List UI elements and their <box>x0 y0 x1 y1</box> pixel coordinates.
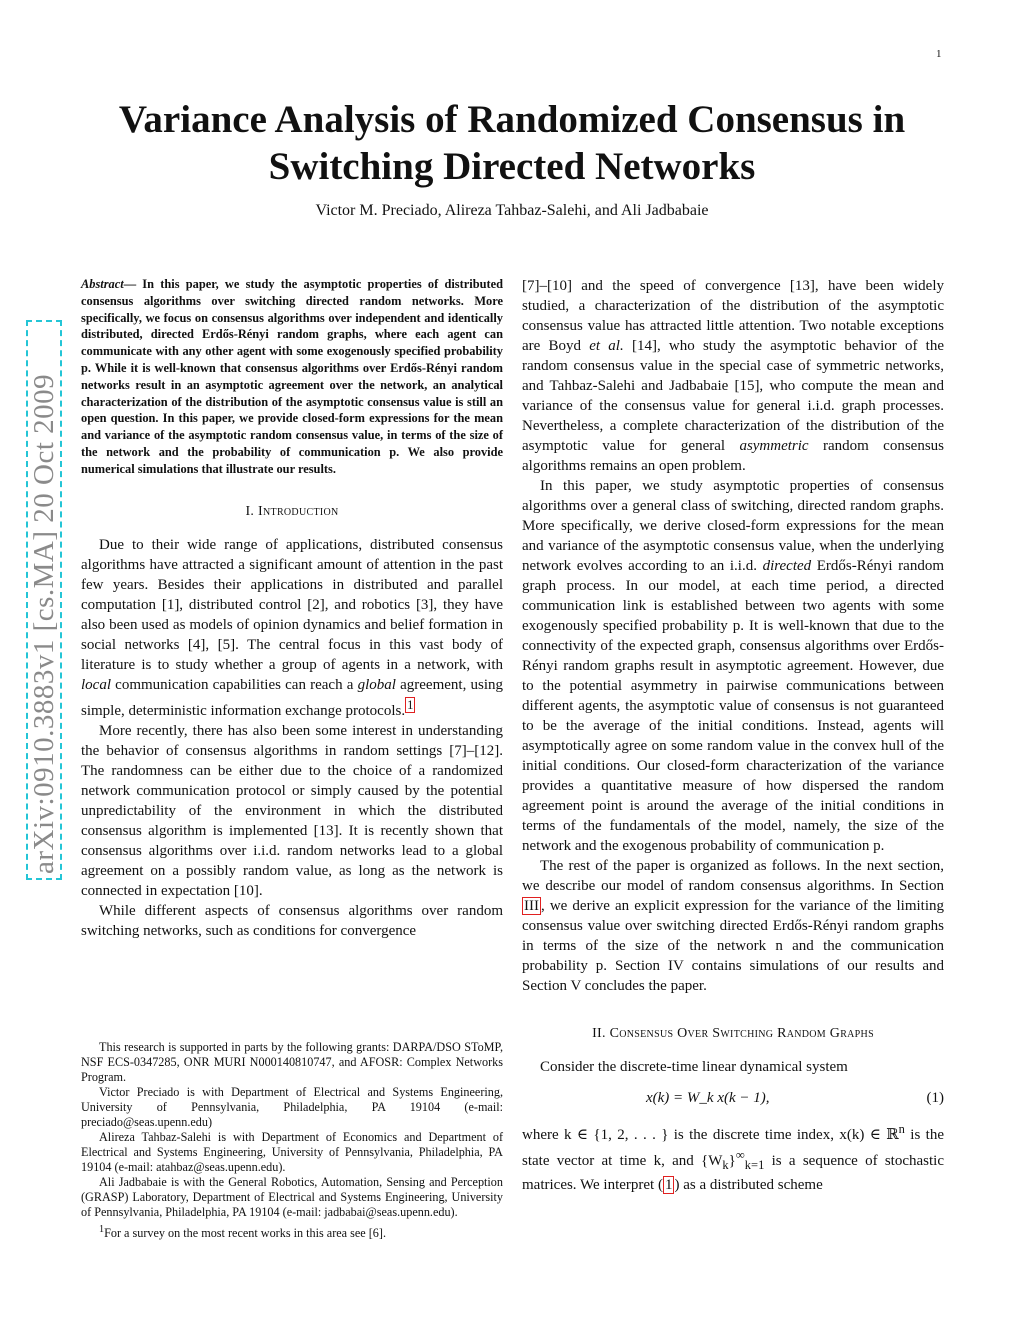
intro-paragraph-1 <box>81 535 503 721</box>
emphasis-etal: et al. <box>589 338 624 354</box>
emphasis-global: global <box>357 676 396 693</box>
text-run: Due to their wide range of applications, distributed consensus algorithms have attracted a significant amount of attention in the past few years. Besides their applications in distributed and parallel computation [1], distributed control [2], and robotics [3], they have also been used as models of opinion dynamics and belief formation in social networks [4], [5]. The central focus in this vast body of literature is to study whether a group of agents in a network, with <box>81 536 503 673</box>
footnote-support: This research is supported in parts by the following grants: DARPA/DSO SToMP, NSF ECS-0347285, ONR MURI N000140810747, and AFOSR: Complex Networks Program. <box>81 1040 503 1084</box>
arxiv-stamp[interactable]: arXiv:0910.3883v1 [cs.MA] 20 Oct 2009 <box>26 320 62 880</box>
section-heading-introduction <box>81 502 503 522</box>
equation-1 <box>522 1083 944 1113</box>
text-run: agreement, using simple, deterministic information exchange protocols. <box>81 676 503 719</box>
intro-paragraph-outline <box>522 856 944 996</box>
section-number: II. <box>592 1026 606 1041</box>
superscript: n <box>898 1122 905 1136</box>
section-title: Consensus Over Switching Random Graphs <box>609 1026 874 1041</box>
emphasis-asymmetric: asymmetric <box>739 438 809 454</box>
text-run: } <box>728 1153 736 1169</box>
subscript: k <box>722 1158 729 1172</box>
section-title: Introduction <box>258 503 339 519</box>
text-run: The rest of the paper is organized as follows. In the next section, we describe our model of random consensus algorithms. In Section <box>522 858 944 894</box>
superscript: ∞ <box>735 1148 745 1162</box>
footnote-mark: 1 <box>99 1224 105 1235</box>
abstract-text: — In this paper, we study the asymptotic properties of distributed consensus algorithms over switching directed random networks. More specifically, we focus on consensus algorithms over independent and identically distributed, directed Erdős-Rényi random graphs, where each agent can communicate with any other agent with some exogenously specified probability p. While it is well-known that consensus algorithms over Erdős-Rényi random networks result in an asymptotic agreement over the network, an analytical characterization of the distribution of the asymptotic consensus value is still an open question. In this paper, we provide closed-form expressions for the mean and variance of the asymptotic random consensus value, in terms of the size of the network and the probability of communication p. We also provide numerical simulations that illustrate our results. <box>81 277 503 476</box>
section2-paragraph <box>522 1119 944 1195</box>
footnotes <box>81 1040 503 1241</box>
text-run: is a sequence of stochastic matrices. We interpret ( <box>522 1153 944 1193</box>
equation-number: (1) <box>926 1090 944 1106</box>
footnote-tahbaz: Alireza Tahbaz-Salehi is with Department of Economics and Department of Electrical and Systems Engineering, University of Pennsylvania, Philadelphia, PA 19104 (e-mail: atahbaz@seas.upenn.edu). <box>81 1130 503 1174</box>
footnote-preciado: Victor Preciado is with Department of Electrical and Systems Engineering, University of Pennsylvania, Philadelphia, PA 19104 (e-mail: preciado@seas.upenn.edu) <box>81 1085 503 1129</box>
text-run: is the state vector at time k, and {W <box>522 1127 944 1169</box>
emphasis-local: local <box>81 676 111 693</box>
text-run: , we derive an explicit expression for the variance of the limiting consensus value over switching directed Erdős-Rényi random graphs in terms of the size of the network n and the communication probability p. Section IV contains simulations of our results and Section V concludes the paper. <box>522 898 944 994</box>
abstract-label: Abstract <box>81 277 124 291</box>
text-run: In this paper, we study asymptotic properties of consensus algorithms over a general class of switching, directed random graphs. More specifically, we derive closed-form expressions for the mean and variance of the asymptotic consensus value, when the underlying network evolves according to an i.i.d. <box>522 478 944 574</box>
page-number: 1 <box>936 48 942 60</box>
section-number: I. <box>245 503 255 519</box>
text-run: [14], who study the asymptotic behavior of the random consensus value in the special case of symmetric networks, and Tahbaz-Salehi and Jadbabaie [15], who compute the mean and variance of the consensus value for general i.i.d. graph processes. Nevertheless, a complete characterization of the distribution of the asymptotic value for general <box>522 338 944 454</box>
text-run: [7]–[10] and the speed of convergence [13], have been widely studied, a characterization of the distribution of the asymptotic consensus value has attracted little attention. Two notable exceptions are Boyd <box>522 278 944 354</box>
equation-reference-link[interactable]: 1 <box>664 1177 673 1193</box>
intro-paragraph-3: While different aspects of consensus algorithms over random switching networks, such as conditions for convergence <box>81 902 503 939</box>
text-run: ) as a distributed scheme <box>674 1177 823 1193</box>
footnote-jadbabaie: Ali Jadbabaie is with the General Robotics, Automation, Sensing and Perception (GRASP) Laboratory, Department of Electrical and Systems Engineering, University of Pennsylvania, Philadelphia, PA 19104 (e-mail: jadbabai@seas.upenn.edu). <box>81 1175 503 1219</box>
intro-paragraph-2: More recently, there has also been some interest in understanding the behavior of consensus algorithms in random settings [7]–[12]. The randomness can be either due to the choice of a randomized network communication protocol or simply caused by the potential unpredictability of the environment in which the distributed consensus algorithm is implemented [13]. It is recently shown that consensus algorithms over i.i.d. random networks lead to a global agreement on a possibly random value, as long as the network is connected in expectation [10]. <box>81 722 503 899</box>
intro-continued-paragraph <box>522 276 944 476</box>
section2-intro: Consider the discrete-time linear dynamical system <box>540 1059 848 1075</box>
text-run: where k ∈ {1, 2, . . . } is the discrete time index, x(k) ∈ ℝ <box>522 1127 899 1143</box>
section-heading-consensus <box>522 1024 944 1044</box>
left-column <box>81 276 503 941</box>
text-run: random consensus algorithms remains an open problem. <box>522 438 944 474</box>
subscript: k=1 <box>744 1158 765 1172</box>
footnote-1 <box>81 1222 503 1241</box>
abstract <box>81 276 503 478</box>
emphasis-directed: directed <box>762 558 812 574</box>
text-run: communication capabilities can reach a <box>111 676 358 693</box>
text-run: Erdős-Rényi random graph process. In our model, at each time period, a directed communication link is established between two agents with some exogenously specified probability p. It is well-known that due to the connectivity of the expected graph, consensus algorithms over Erdős-Rényi random graphs result in asymptotic agreement. However, due to the potential asymmetry in pairwise communications between different agents, the asymptotic value of consensus is not guaranteed to be the average of the initial conditions. Instead, agents will asymptotically agree on some random value in the convex hull of the initial conditions. Our closed-form characterization of the variance provides a quantitative measure of how dispersed the random agreement point is around the average of the initial conditions in terms of the fundamentals of the model, namely, the size of the network and the exogenous probability of communication p. <box>522 558 944 854</box>
section-reference-link[interactable]: III <box>524 898 539 914</box>
author-list: Victor M. Preciado, Alireza Tahbaz-Salehi, and Ali Jadbabaie <box>315 202 709 219</box>
intro-paragraph-in-this-paper <box>522 476 944 856</box>
footnote-link[interactable]: 1 <box>407 697 414 712</box>
footnote-text: For a survey on the most recent works in this area see [6]. <box>104 1226 387 1241</box>
equation-body: x(k) = W_k x(k − 1), <box>646 1090 770 1106</box>
right-column <box>522 276 944 1195</box>
paper-title: Variance Analysis of Randomized Consensus in Switching Directed Networks <box>118 98 906 188</box>
